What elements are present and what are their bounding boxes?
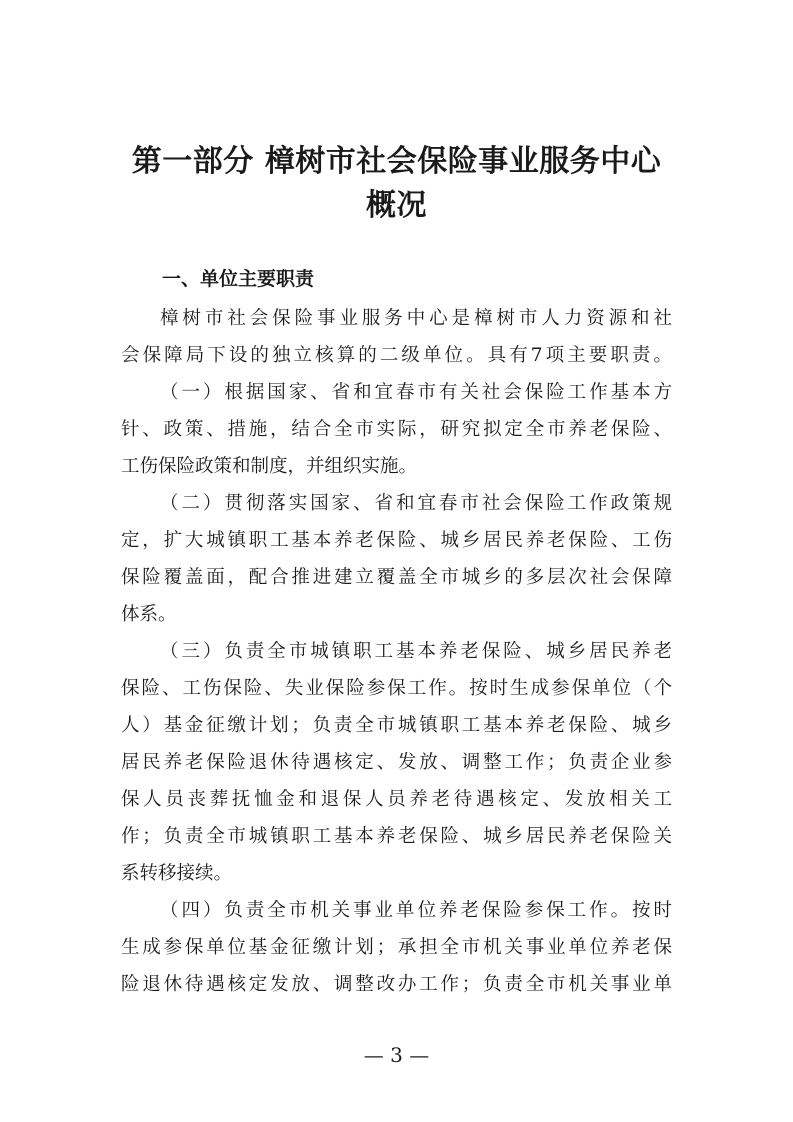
paragraph-line: 保险、工伤保险、失业保险参保工作。按时生成参保单位（个: [121, 678, 672, 699]
paragraph-line: 险退休待遇核定发放、调整改办工作；负责全市机关事业单: [121, 974, 672, 995]
paragraph-line: （二）贯彻落实国家、省和宜春市社会保险工作政策规: [160, 493, 672, 514]
paragraph-line: 会保障局下设的独立核算的二级单位。具有7项主要职责。: [121, 345, 672, 366]
paragraph-line: （三）负责全市城镇职工基本养老保险、城乡居民养老: [160, 641, 672, 662]
paragraph-line: 工伤保险政策和制度，并组织实施。: [121, 456, 418, 477]
paragraph-line: 樟树市社会保险事业服务中心是樟树市人力资源和社: [160, 308, 672, 329]
paragraph-line: 体系。: [121, 604, 177, 625]
paragraph-line: 系转移接续。: [121, 863, 233, 884]
paragraph-line: 生成参保单位基金征缴计划；承担全市机关事业单位养老保: [121, 937, 672, 958]
page-title-line-2: 概况: [366, 188, 427, 223]
section-heading: 一、单位主要职责: [162, 268, 315, 290]
paragraph-line: 定，扩大城镇职工基本养老保险、城乡居民养老保险、工伤: [121, 530, 672, 551]
paragraph-line: 针、政策、措施，结合全市实际，研究拟定全市养老保险、: [121, 419, 672, 440]
paragraph-line: 保险覆盖面，配合推进建立覆盖全市城乡的多层次社会保障: [121, 567, 672, 588]
paragraph-line: 作；负责全市城镇职工基本养老保险、城乡居民养老保险关: [121, 826, 672, 847]
paragraph-line: 人）基金征缴计划；负责全市城镇职工基本养老保险、城乡: [121, 715, 672, 736]
page-title-line-1: 第一部分 樟树市社会保险事业服务中心: [131, 144, 662, 179]
paragraph-line: 保人员丧葬抚恤金和退保人员养老待遇核定、发放相关工: [121, 789, 672, 810]
paragraph-line: （四）负责全市机关事业单位养老保险参保工作。按时: [160, 900, 672, 921]
page-number: — 3 —: [363, 1043, 430, 1067]
paragraph-line: （一）根据国家、省和宜春市有关社会保险工作基本方: [160, 382, 672, 403]
paragraph-line: 居民养老保险退休待遇核定、发放、调整工作；负责企业参: [121, 752, 672, 773]
